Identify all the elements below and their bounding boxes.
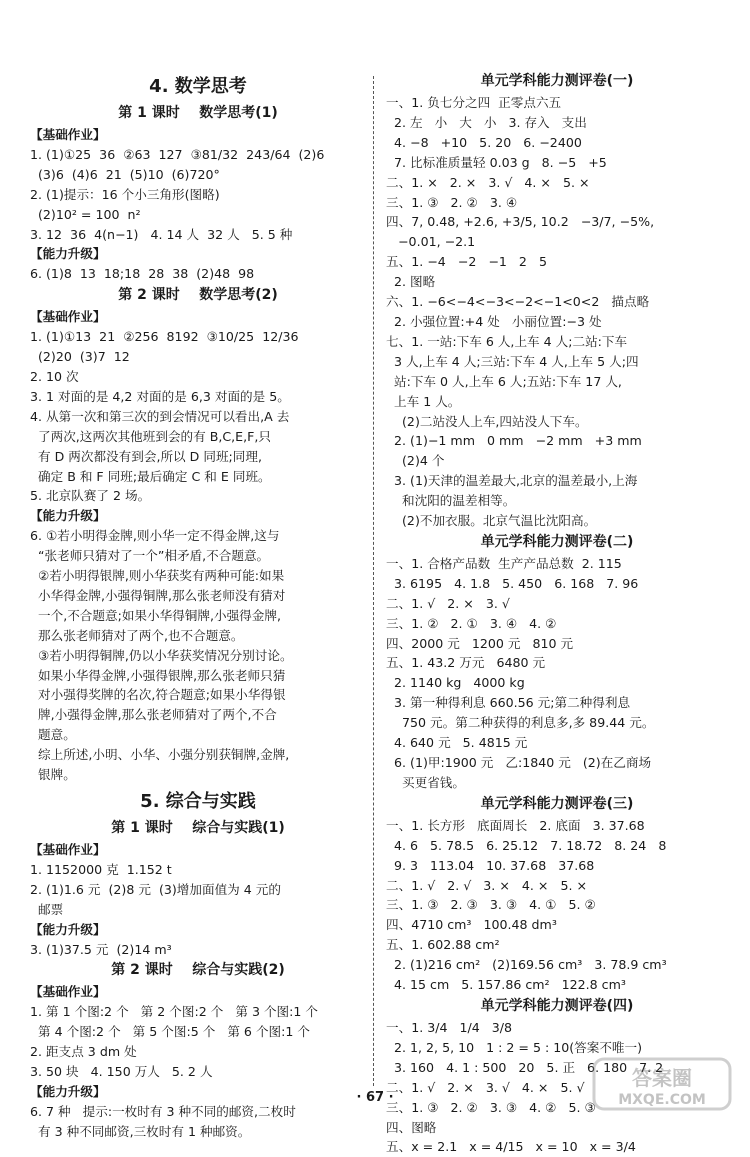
svg-text:MXQE.COM: MXQE.COM: [618, 1092, 706, 1108]
answer-line: 6. ①若小明得金牌,则小华一定不得金牌,这与: [30, 528, 280, 544]
watermark-logo: [592, 1055, 732, 1113]
answer-line: 站:下车 0 人,上车 6 人;五站:下车 17 人,: [386, 373, 622, 389]
answer-line: (2)10² = 100 n²: [30, 206, 141, 222]
answer-line: 三、1. ③ 2. ③ 3. ③ 4. ① 5. ②: [386, 897, 596, 913]
answer-line: (2)20 (3)7 12: [30, 349, 130, 365]
right-column: [386, 70, 728, 1157]
answer-line: 小华得金牌,小强得铜牌,那么张老师没有猜对: [30, 587, 286, 603]
answer-line: 7. 比标准质量轻 0.03 g 8. −5 +5: [386, 154, 607, 170]
answer-line: 2. (1)216 cm² (2)169.56 cm³ 3. 78.9 cm³: [386, 957, 667, 973]
answer-line: 4. 从第一次和第三次的到会情况可以看出,A 去: [30, 408, 290, 424]
answer-line: 2. (1)提示：16 个小三角形(图略): [30, 186, 220, 202]
answer-line: ③若小明得铜牌,仍以小华获奖情况分别讨论。: [30, 647, 293, 663]
answer-line: 五、1. 43.2 万元 6480 元: [386, 655, 546, 671]
answer-line: ②若小明得银牌,则小华获奖有两种可能:如果: [30, 568, 285, 584]
answer-line: 2. 10 次: [30, 368, 79, 384]
answer-line: 2. (1)−1 mm 0 mm −2 mm +3 mm: [386, 433, 642, 449]
answer-line: 6. (1)8 13 18;18 28 38 (2)48 98: [30, 266, 255, 282]
answer-line: 三、1. ③ 2. ② 3. ③ 4. ② 5. ③: [386, 1099, 596, 1115]
answer-line: 六、1. −6<−4<−3<−2<−1<0<2 描点略: [386, 294, 650, 310]
answer-line: 3. 50 块 4. 150 万人 5. 2 人: [30, 1064, 213, 1080]
answer-line: 第 4 个图:2 个 第 5 个图:5 个 第 6 个图:1 个: [30, 1024, 310, 1040]
answer-line: (2)二站没人上车,四站没人下车。: [386, 413, 588, 429]
svg-text:答案圈: 答案圈: [632, 1066, 692, 1090]
answer-line: 一、1. 长方形 底面周长 2. 底面 3. 37.68: [386, 817, 645, 833]
answer-line: 3. (1)37.5 元 (2)14 m³: [30, 941, 172, 957]
answer-line: 6. 7 种 提示:一枚时有 3 种不同的邮资,二枚时: [30, 1103, 296, 1119]
answer-line: 和沈阳的温差相等。: [386, 493, 516, 509]
answer-line: 1. (1)①25 36 ②63 127 ③81/32 243/64 (2)6: [30, 146, 325, 162]
answer-line: 2. 距支点 3 dm 处: [30, 1044, 137, 1060]
answer-line: 1. 第 1 个图:2 个 第 2 个图:2 个 第 3 个图:1 个: [30, 1004, 318, 1020]
answer-line: 2. 左 小 大 小 3. 存入 支出: [386, 114, 587, 130]
answer-line: 一个,不合题意;如果小华得铜牌,小强得金牌,: [30, 607, 281, 623]
page-number: · 67 ·: [356, 1090, 394, 1105]
answer-line: 邮票: [30, 901, 64, 917]
answer-line: 4. −8 +10 5. 20 6. −2400: [386, 134, 582, 150]
answer-line: −0.01, −2.1: [386, 234, 476, 250]
answer-line: 三、1. ③ 2. ② 3. ④: [386, 194, 518, 210]
answer-line: 750 元。第二种获得的利息多,多 89.44 元。: [386, 715, 655, 731]
answer-line: 综上所述,小明、小华、小强分别获铜牌,金牌,: [30, 747, 290, 763]
answer-line: 对小强得奖牌的名次,符合题意;如果小华得银: [30, 687, 286, 703]
answer-line: 四、7, 0.48, +2.6, +3/5, 10.2 −3/7, −5%,: [386, 214, 655, 230]
answer-line: 二、1. √ 2. √ 3. × 4. × 5. ×: [386, 877, 588, 893]
answer-line: 3. (1)天津的温差最大,北京的温差最小,上海: [386, 473, 638, 489]
answer-line: 一、1. 负七分之四 正零点六五: [386, 95, 562, 110]
answer-line: 二、1. √ 2. × 3. √: [386, 595, 510, 611]
answer-line: (2)不加衣服。北京气温比沈阳高。: [386, 513, 597, 529]
left-column: [30, 70, 366, 1142]
answer-line: 四、4710 cm³ 100.48 dm³: [386, 917, 557, 933]
lesson-heading: 第 1 课时 数学思考(1): [118, 105, 278, 121]
answer-line: 一、1. 合格产品数 生产产品总数 2. 115: [386, 555, 622, 571]
answer-line: 5. 北京队赛了 2 场。: [30, 488, 151, 504]
answer-line: 一、1. 3/4 1/4 3/8: [386, 1019, 513, 1035]
answer-line: 3. 160 4. 1 : 500 20 5. 正 6. 180 7. 2: [386, 1059, 664, 1075]
section-tag: 【能力升级】: [30, 508, 106, 524]
answer-line: (3)6 (4)6 21 (5)10 (6)720°: [30, 166, 220, 182]
test-heading: 单元学科能力测评卷(三): [480, 795, 634, 812]
lesson-heading: 第 2 课时 综合与实践(2): [111, 962, 285, 979]
section-tag: 【能力升级】: [30, 921, 106, 937]
answer-line: 二、1. √ 2. × 3. √ 4. × 5. √: [386, 1079, 585, 1095]
answer-line: 1. (1)①13 21 ②256 8192 ③10/25 12/36: [30, 329, 299, 345]
test-heading: 单元学科能力测评卷(一): [480, 73, 634, 89]
lesson-heading: 第 2 课时 数学思考(2): [118, 287, 278, 304]
answer-line: 二、1. × 2. × 3. √ 4. × 5. ×: [386, 174, 590, 190]
answer-line: 1. 1152000 克 1.152 t: [30, 861, 172, 877]
test-heading: 单元学科能力测评卷(四): [480, 997, 634, 1014]
answer-line: 银牌。: [30, 767, 76, 783]
answer-line: 3. 1 对面的是 4,2 对面的是 6,3 对面的是 5。: [30, 388, 290, 404]
test-heading: 单元学科能力测评卷(二): [480, 533, 634, 550]
answer-line: 9. 3 113.04 10. 37.68 37.68: [386, 857, 595, 873]
answer-line: 有 3 种不同邮资,三枚时有 1 种邮资。: [30, 1123, 251, 1139]
chapter-heading: 5. 综合与实践: [140, 791, 256, 812]
column-divider: [373, 76, 374, 1086]
answer-line: 4. 6 5. 78.5 6. 25.12 7. 18.72 8. 24 8: [386, 837, 667, 853]
answer-line: 3 人,上车 4 人;三站:下车 4 人,上车 5 人;四: [386, 353, 639, 369]
answer-line: 那么张老师猜对了两个,也不合题意。: [30, 627, 244, 643]
answer-line: 3. 第一种得利息 660.56 元;第二种得利息: [386, 695, 631, 711]
answer-line: 4. 15 cm 5. 157.86 cm² 122.8 cm³: [386, 977, 626, 993]
answer-line: 题意。: [30, 727, 76, 743]
answer-line: 4. 640 元 5. 4815 元: [386, 735, 528, 751]
answer-line: 三、1. ② 2. ① 3. ④ 4. ②: [386, 615, 557, 631]
section-tag: 【能力升级】: [30, 1083, 106, 1099]
answer-line: 五、x = 2.1 x = 4/15 x = 10 x = 3/4: [386, 1139, 636, 1155]
lesson-heading: 第 1 课时 综合与实践(1): [111, 820, 285, 836]
answer-line: 3. 6195 4. 1.8 5. 450 6. 168 7. 96: [386, 575, 639, 591]
answer-line: 2. (1)1.6 元 (2)8 元 (3)增加面值为 4 元的: [30, 881, 281, 897]
chapter-heading: 4. 数学思考: [149, 76, 247, 97]
answer-line: 2. 1140 kg 4000 kg: [386, 675, 525, 691]
answer-line: 牌,小强得金牌,那么张老师猜对了两个,不合: [30, 707, 277, 723]
answer-line: 四、图略: [386, 1119, 437, 1135]
answer-line: 七、1. 一站:下车 6 人,上车 4 人;二站:下车: [386, 333, 628, 349]
answer-line: 3. 12 36 4(n−1) 4. 14 人 32 人 5. 5 种: [30, 226, 293, 242]
answer-line: 有 D 两次都没有到会,所以 D 同班;同理,: [30, 448, 262, 464]
answer-line: 五、1. −4 −2 −1 2 5: [386, 254, 547, 270]
section-tag: 【基础作业】: [30, 984, 106, 1000]
answer-line: 五、1. 602.88 cm²: [386, 937, 500, 953]
answer-line: 2. 图略: [386, 274, 436, 290]
section-tag: 【基础作业】: [30, 127, 106, 142]
answer-line: (2)4 个: [386, 453, 445, 469]
section-tag: 【基础作业】: [30, 309, 106, 325]
answer-line: 如果小华得金牌,小强得银牌,那么张老师只猜: [30, 667, 286, 683]
answer-line: 2. 小强位置:+4 处 小丽位置:−3 处: [386, 313, 602, 329]
section-tag: 【能力升级】: [30, 246, 106, 262]
answer-line: 2. 1, 2, 5, 10 1 : 2 = 5 : 10(答案不唯一): [386, 1039, 643, 1055]
answer-line: “张老师只猜对了一个”相矛盾,不合题意。: [30, 548, 270, 564]
answer-line: 6. (1)甲:1900 元 乙:1840 元 (2)在乙商场: [386, 755, 652, 770]
answer-line: 上车 1 人。: [386, 393, 461, 409]
answer-line: 买更省钱。: [386, 774, 465, 790]
answer-line: 确定 B 和 F 同班;最后确定 C 和 E 同班。: [30, 468, 271, 484]
answer-line: 四、2000 元 1200 元 810 元: [386, 635, 574, 651]
answer-line: 了两次,这两次其他班到会的有 B,C,E,F,只: [30, 428, 271, 444]
section-tag: 【基础作业】: [30, 842, 106, 857]
